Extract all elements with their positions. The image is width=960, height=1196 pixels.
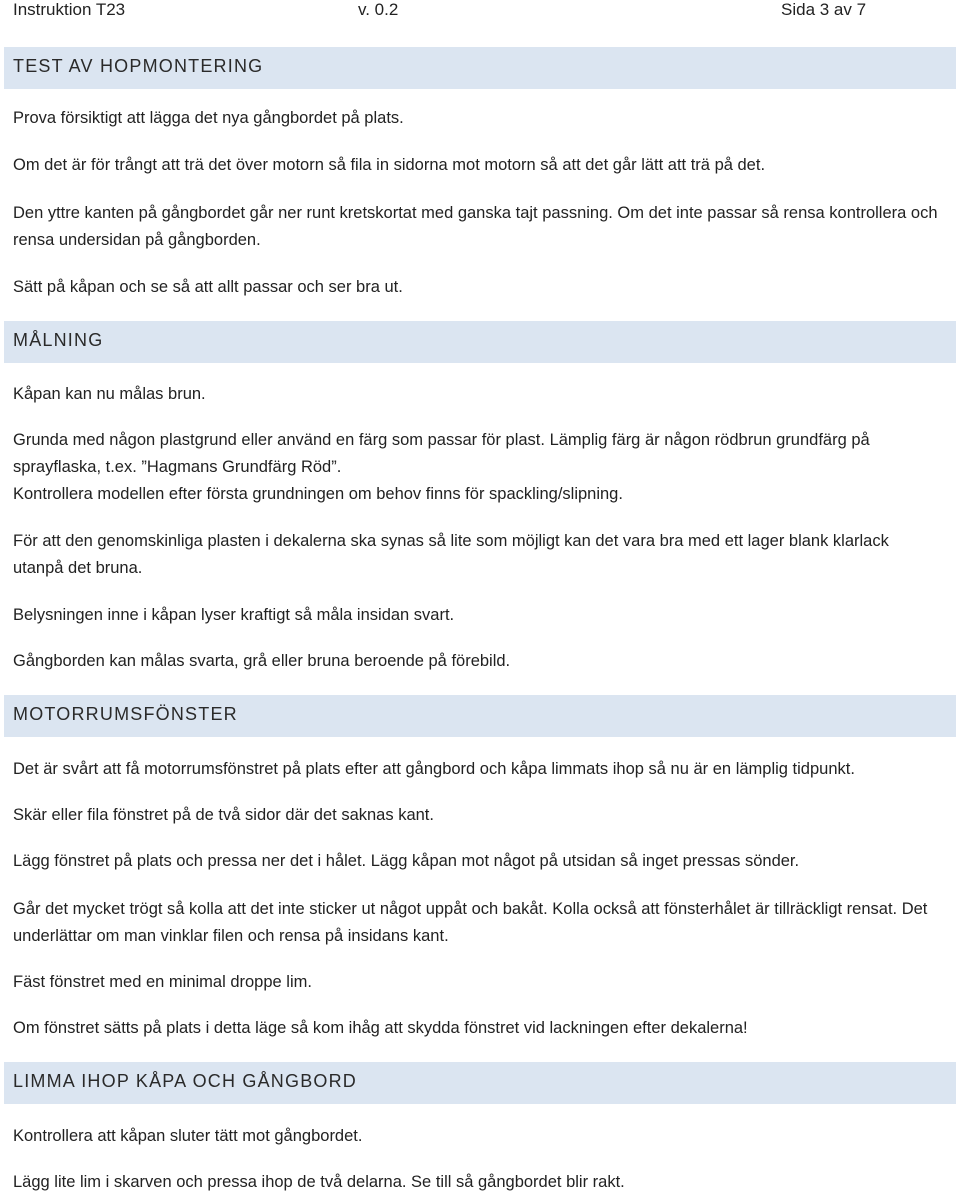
paragraph: Lägg fönstret på plats och pressa ner det i hålet. Lägg kåpan mot något på utsidan så inget pressas sönder. (13, 852, 800, 870)
paragraph: Den yttre kanten på gångbordet går ner runt kretskortat med ganska tajt passning. Om det inte passar så rensa kontrollera och rensa undersidan på gångborden. (13, 204, 938, 249)
section-title: MÅLNING (13, 330, 104, 350)
version-label: v. 0.2 (358, 0, 399, 19)
section-heading-malning (4, 321, 956, 363)
paragraph: Sätt på kåpan och se så att allt passar och ser bra ut. (13, 278, 403, 296)
paragraph: Skär eller fila fönstret på de två sidor där det saknas kant. (13, 806, 434, 824)
paragraph: Kåpan kan nu målas brun. (13, 385, 206, 403)
page-header (0, 0, 960, 24)
paragraph: Fäst fönstret med en minimal droppe lim. (13, 973, 312, 991)
section-title: LIMMA IHOP KÅPA OCH GÅNGBORD (13, 1071, 358, 1091)
paragraph: Kontrollera modellen efter första grundningen om behov finns för spackling/slipning. (13, 485, 623, 503)
paragraph: Om fönstret sätts på plats i detta läge så kom ihåg att skydda fönstret vid lackningen efter dekalerna! (13, 1019, 748, 1037)
paragraph: Kontrollera att kåpan sluter tätt mot gångbordet. (13, 1127, 363, 1145)
page-number: Sida 3 av 7 (781, 0, 867, 19)
paragraph: Prova försiktigt att lägga det nya gångbordet på plats. (13, 109, 404, 127)
paragraph: Går det mycket trögt så kolla att det inte sticker ut något uppåt och bakåt. Kolla också att fönsterhålet är tillräckligt rensat. Det underlättar om man vinklar filen och rensa på insidans kant. (13, 900, 928, 945)
paragraph: För att den genomskinliga plasten i dekalerna ska synas så lite som möjligt kan det vara bra med ett lager blank klarlack utanpå det bruna. (13, 532, 889, 577)
paragraph: Lägg lite lim i skarven och pressa ihop de två delarna. Se till så gångbordet blir rakt. (13, 1173, 625, 1191)
paragraph: Det är svårt att få motorrumsfönstret på plats efter att gångbord och kåpa limmats ihop så nu är en lämplig tidpunkt. (13, 760, 855, 778)
document-title: Instruktion T23 (13, 0, 126, 19)
paragraph: Grunda med någon plastgrund eller använd en färg som passar för plast. Lämplig färg är någon rödbrun grundfärg på sprayflaska, t.ex. ”Hagmans Grundfärg Röd”. (13, 431, 870, 476)
section-heading-limma-ihop (4, 1062, 956, 1104)
paragraph: Om det är för trångt att trä det över motorn så fila in sidorna mot motorn så att det går lätt att trä på det. (13, 156, 766, 174)
section-heading-test-av-hopmontering (4, 47, 956, 89)
paragraph: Gångborden kan målas svarta, grå eller bruna beroende på förebild. (13, 652, 511, 670)
section-title: MOTORRUMSFÖNSTER (13, 704, 238, 724)
section-heading-motorrumsfonster (4, 695, 956, 737)
paragraph: Belysningen inne i kåpan lyser kraftigt så måla insidan svart. (13, 606, 455, 624)
section-title: TEST AV HOPMONTERING (13, 56, 264, 76)
